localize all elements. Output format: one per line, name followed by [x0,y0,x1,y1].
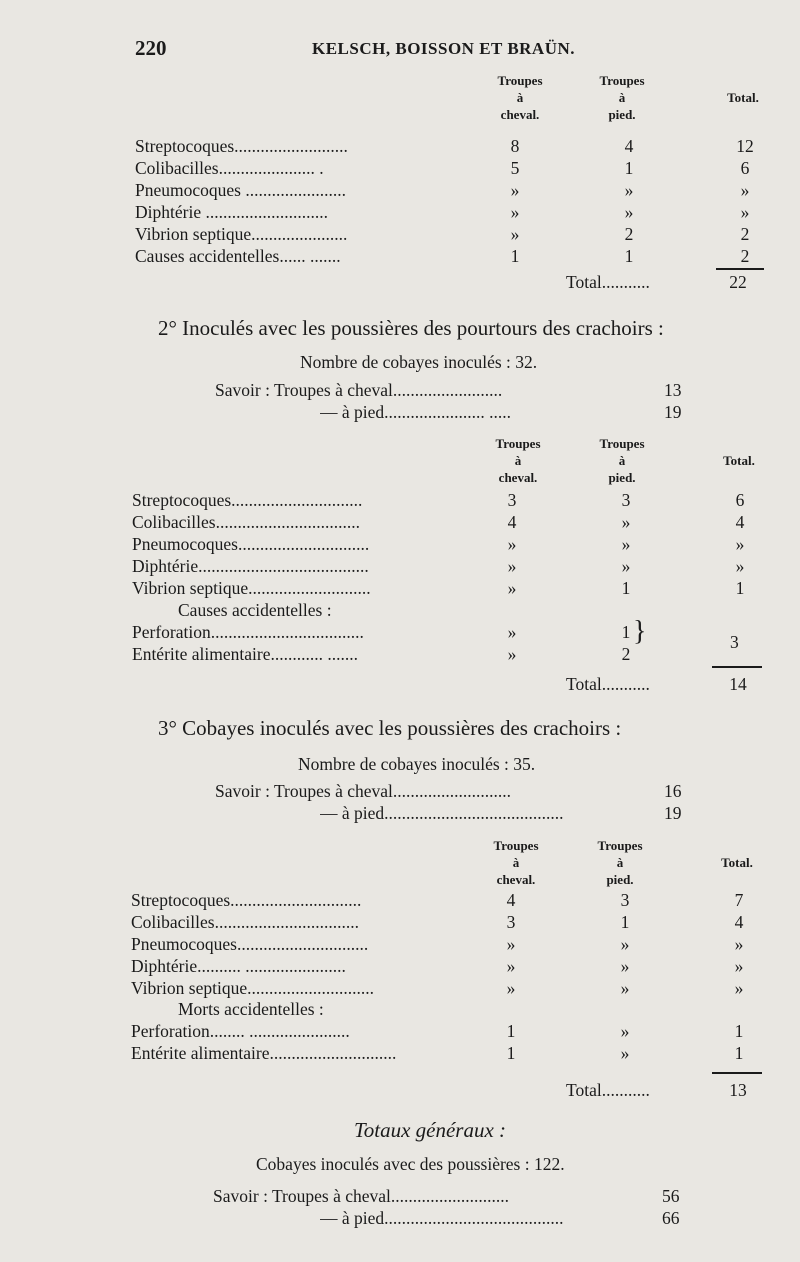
causes-header: Causes accidentelles : [178,600,332,620]
table-row: Causes accidentelles...... ....... 1 1 2 [135,246,750,266]
brace-icon: } [633,616,647,647]
table-row: Colibacilles................................. 4 » 4 [132,512,745,532]
column-header-cheval: Troupes à cheval. [493,838,539,887]
total-value: 22 [729,272,747,292]
page-number: 220 [135,36,167,60]
savoir-cheval: Savoir : Troupes à cheval........................... [215,781,512,801]
causes-total: 3 [730,632,739,652]
table-row: Entérite alimentaire............................. 1 » 1 [131,1043,744,1063]
total-rule [712,666,762,668]
total-rule [712,1072,762,1074]
column-header-total: Total. [723,453,755,468]
savoir-cheval: Savoir : Troupes à cheval........................... [213,1186,510,1206]
table-row: Streptocoques.............................. 4 3 7 [131,890,744,910]
savoir-pied-value: 19 [664,402,682,422]
column-header-cheval: Troupes à cheval. [497,73,543,122]
table-row: Streptocoques.......................... 8 4 12 [135,136,754,156]
table-row: Pneumocoques.............................. » » » [132,534,745,554]
savoir-pied: — à pied....................... ..... [320,402,512,422]
column-header-cheval: Troupes à cheval. [495,436,541,485]
section-count: Nombre de cobayes inoculés : 32. [300,352,538,372]
table-row: Diphtérie.......... ....................... » » » [131,956,744,976]
table-row: Diphtérie....................................... » » » [132,556,745,576]
section-count: Nombre de cobayes inoculés : 35. [298,754,536,774]
total-label: Total........... [566,272,650,292]
savoir-cheval: Savoir : Troupes à cheval......................... [215,380,503,400]
table-row: Entérite alimentaire............ ....... » 2 [132,644,631,664]
total-value: 14 [729,674,747,694]
section-title: 2° Inoculés avec les poussières des pourtours des crachoirs : [158,316,664,340]
total-value: 13 [729,1080,747,1100]
morts-header: Morts accidentelles : [178,999,324,1019]
table-row: Pneumocoques.............................. » » » [131,934,744,954]
table-row: Colibacilles................................. 3 1 4 [131,912,744,932]
savoir-cheval-value: 16 [664,781,682,801]
savoir-cheval-value: 13 [664,380,682,400]
table-row: Perforation........ ....................... 1 » 1 [131,1021,744,1041]
table-row: Pneumocoques ....................... » » » [135,180,750,200]
section-title: Totaux généraux : [354,1118,507,1142]
section-title: 3° Cobayes inoculés avec les poussières des crachoirs : [158,716,622,740]
column-header-pied: Troupes à pied. [599,436,645,485]
savoir-pied: — à pied......................................... [320,803,564,823]
column-header-pied: Troupes à pied. [597,838,643,887]
column-header-pied: Troupes à pied. [599,73,645,122]
column-header-total: Total. [727,90,759,105]
table-row: Vibrion septique............................. » » » [131,978,744,998]
savoir-pied: — à pied......................................... [320,1208,564,1228]
total-label: Total........... [566,1080,650,1100]
table-row: Diphtérie ............................ » » » [135,202,750,222]
table-row: Colibacilles...................... . 5 1 6 [135,158,750,178]
total-label: Total........... [566,674,650,694]
table-row: Perforation................................... » 1 [132,622,631,642]
savoir-pied-value: 19 [664,803,682,823]
column-header-total: Total. [721,855,753,870]
savoir-pied-value: 66 [662,1208,680,1228]
table-row: Streptocoques.............................. 3 3 6 [132,490,745,510]
savoir-cheval-value: 56 [662,1186,680,1206]
section-count: Cobayes inoculés avec des poussières : 122. [256,1154,565,1174]
table-row: Vibrion septique...................... » 2 2 [135,224,750,244]
table-row: Vibrion septique............................ » 1 1 [132,578,745,598]
running-head: KELSCH, BOISSON ET BRAÜN. [312,39,576,58]
total-rule [716,268,764,270]
